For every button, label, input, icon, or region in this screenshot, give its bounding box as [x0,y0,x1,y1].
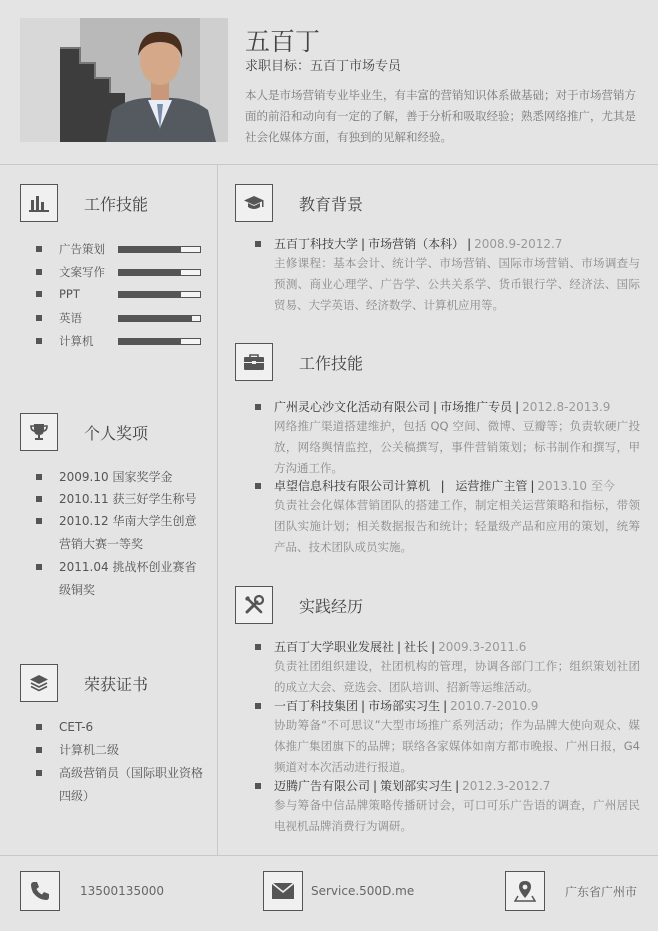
skill-bar [118,291,201,298]
list-item: 高级营销员（国际职业资格四级） [36,762,206,808]
skills-title: 工作技能 [84,194,149,214]
certs-list [36,716,206,808]
entry-role: 市场部实习生 [368,699,441,713]
entry-org: 迈腾广告有限公司 [274,779,371,793]
practice-entry: 一百丁科技集团 | 市场部实习生 | 2010.7-2010.9 协助筹备“不可思议”大型市场推广系列活动；作为品牌大使向观众、媒体推广集团旗下的品牌；联络各家媒体如南方都市晚报、广州日报，G4频道对本次活动进行报道。 [255,697,640,778]
skill-bar [118,338,201,345]
education-section-header [235,184,363,222]
bar-chart-icon [20,184,58,222]
awards-list [36,466,206,602]
list-item: 2011.04 挑战杯创业赛省级铜奖 [36,556,206,602]
entry-date: 2008.9-2012.7 [474,237,563,251]
entry-date: 2010.7-2010.9 [450,699,539,713]
work-title: 工作技能 [299,353,364,373]
entry-description: 参与筹备中信品牌策略传播研讨会，可口可乐广告语的调查，广州居民电视机品牌消费行为调研。 [274,798,640,833]
skill-item [36,264,201,280]
skill-bar [118,315,201,322]
entry-date: 2009.3-2011.6 [438,640,527,654]
tools-icon [235,586,273,624]
entry-org: 五百丁科技大学 [274,237,359,251]
practice-title: 实践经历 [299,596,364,616]
portrait-image [20,18,228,142]
entry-org: 一百丁科技集团 [274,699,359,713]
skill-label: 广告策划 [59,242,105,256]
work-entry: 卓望信息科技有限公司计算机 | 运营推广主管 | 2013.10 至今 负责社会化媒体营销团队的搭建工作，制定相关运营策略和指标，带领团队实施计划；相关数据报告和统计；轻量级产品和应用的策划，统筹产品、技术团队成员实施。 [255,477,640,558]
skill-item [36,310,201,326]
email-address: Service.500D.me [311,884,415,898]
skill-bar [118,246,201,253]
column-divider [217,165,218,855]
contact-phone [20,871,164,911]
skill-label: 英语 [59,311,82,325]
trophy-icon [20,413,58,451]
contact-email [263,871,414,911]
graduation-cap-icon [235,184,273,222]
layers-icon [20,664,58,702]
entry-date: 2012.3-2012.7 [462,779,551,793]
skill-bar [118,269,201,276]
job-objective: 求职目标：五百丁市场专员 [245,59,402,74]
entry-role: 策划部实习生 [380,779,453,793]
phone-number: 13500135000 [80,884,164,898]
skill-item [36,241,201,257]
entry-description: 协助筹备“不可思议”大型市场推广系列活动；作为品牌大使向观众、媒体推广集团旗下的品牌；联络各家媒体如南方都市晚报、广州日报，G4频道对本次活动进行报道。 [274,718,640,774]
entry-description: 负责社会化媒体营销团队的搭建工作，制定相关运营策略和指标，带领团队实施计划；相关数据报告和统计；轻量级产品和应用的策划，统筹产品、技术团队成员实施。 [274,498,640,554]
practice-section-header [235,586,363,624]
certs-title: 荣获证书 [84,674,149,694]
work-entry: 广州灵心沙文化活动有限公司 | 市场推广专员 | 2012.8-2013.9 网络推广渠道搭建维护，包括 QQ 空间、微博、豆瓣等；负责软硬广投放，网络舆情监控，公关稿撰写，事件营销策划；标书制作和撰写，甲方沟通工作。 [255,398,640,479]
entry-role: 市场营销（本科） [368,237,465,251]
skills-section-header [20,184,148,222]
education-title: 教育背景 [299,194,364,214]
entry-role: 运营推广主管 [455,479,528,493]
skill-label: PPT [59,287,80,301]
work-section-header [235,343,363,381]
entry-date: 2013.10 至今 [537,479,615,493]
skill-item [36,287,201,301]
map-pin-icon [505,871,545,911]
contact-location [505,871,637,911]
skill-label: 计算机 [59,334,94,348]
entry-role: 市场推广专员 [440,400,513,414]
header [0,0,658,165]
list-item: 计算机二级 [36,739,206,762]
profile-photo [20,18,228,142]
awards-title: 个人奖项 [84,423,149,443]
awards-section-header [20,413,148,451]
briefcase-icon [235,343,273,381]
practice-entry: 五百丁大学职业发展社 | 社长 | 2009.3-2011.6 负责社团组织建设，社团机构的管理，协调各部门工作；组织策划社团的成立大会、竞选会、团队培训、招新等运维活动。 [255,638,640,698]
location-text: 广东省广州市 [565,884,638,899]
entry-role: 社长 [404,640,429,654]
self-introduction: 本人是市场营销专业毕业生，有丰富的营销知识体系做基础；对于市场营销方面的前沿和动向有一定的了解，善于分析和吸取经验；熟悉网络推广，尤其是社会化媒体方面，有独到的见解和经验。 [245,88,636,144]
envelope-icon [263,871,303,911]
list-item: 2010.12 华南大学生创意营销大赛一等奖 [36,510,206,556]
skill-label: 文案写作 [59,265,105,279]
practice-entry: 迈腾广告有限公司 | 策划部实习生 | 2012.3-2012.7 参与筹备中信品牌策略传播研讨会，可口可乐广告语的调查，广州居民电视机品牌消费行为调研。 [255,777,640,837]
education-entry: 五百丁科技大学 | 市场营销（本科） | 2008.9-2012.7 主修课程：基本会计、统计学、市场营销、国际市场营销、市场调查与预测、商业心理学、广告学、公共关系学、货币银行学、经济法、国际贸易、大学英语、经济数学、计算机应用等。 [255,235,640,316]
contact-footer [0,855,658,931]
entry-org: 广州灵心沙文化活动有限公司 [274,400,431,414]
list-item: CET-6 [36,716,206,739]
entry-description: 负责社团组织建设，社团机构的管理，协调各部门工作；组织策划社团的成立大会、竞选会、团队培训、招新等运维活动。 [274,659,640,694]
skill-item [36,333,201,349]
certs-section-header [20,664,148,702]
phone-icon [20,871,60,911]
entry-org: 五百丁大学职业发展社 [274,640,395,654]
entry-org: 卓望信息科技有限公司计算机 [274,479,431,493]
entry-description: 网络推广渠道搭建维护，包括 QQ 空间、微博、豆瓣等；负责软硬广投放，网络舆情监控，公关稿撰写，事件营销策划；标书制作和撰写，甲方沟通工作。 [274,419,640,475]
list-item: 2010.11 获三好学生称号 [36,488,206,510]
entry-description: 主修课程：基本会计、统计学、市场营销、国际市场营销、市场调查与预测、商业心理学、广告学、公共关系学、货币银行学、经济法、国际贸易、大学英语、经济数学、计算机应用等。 [274,256,640,312]
list-item: 2009.10 国家奖学金 [36,466,206,488]
candidate-name: 五百丁 [245,27,321,56]
entry-date: 2012.8-2013.9 [522,400,611,414]
